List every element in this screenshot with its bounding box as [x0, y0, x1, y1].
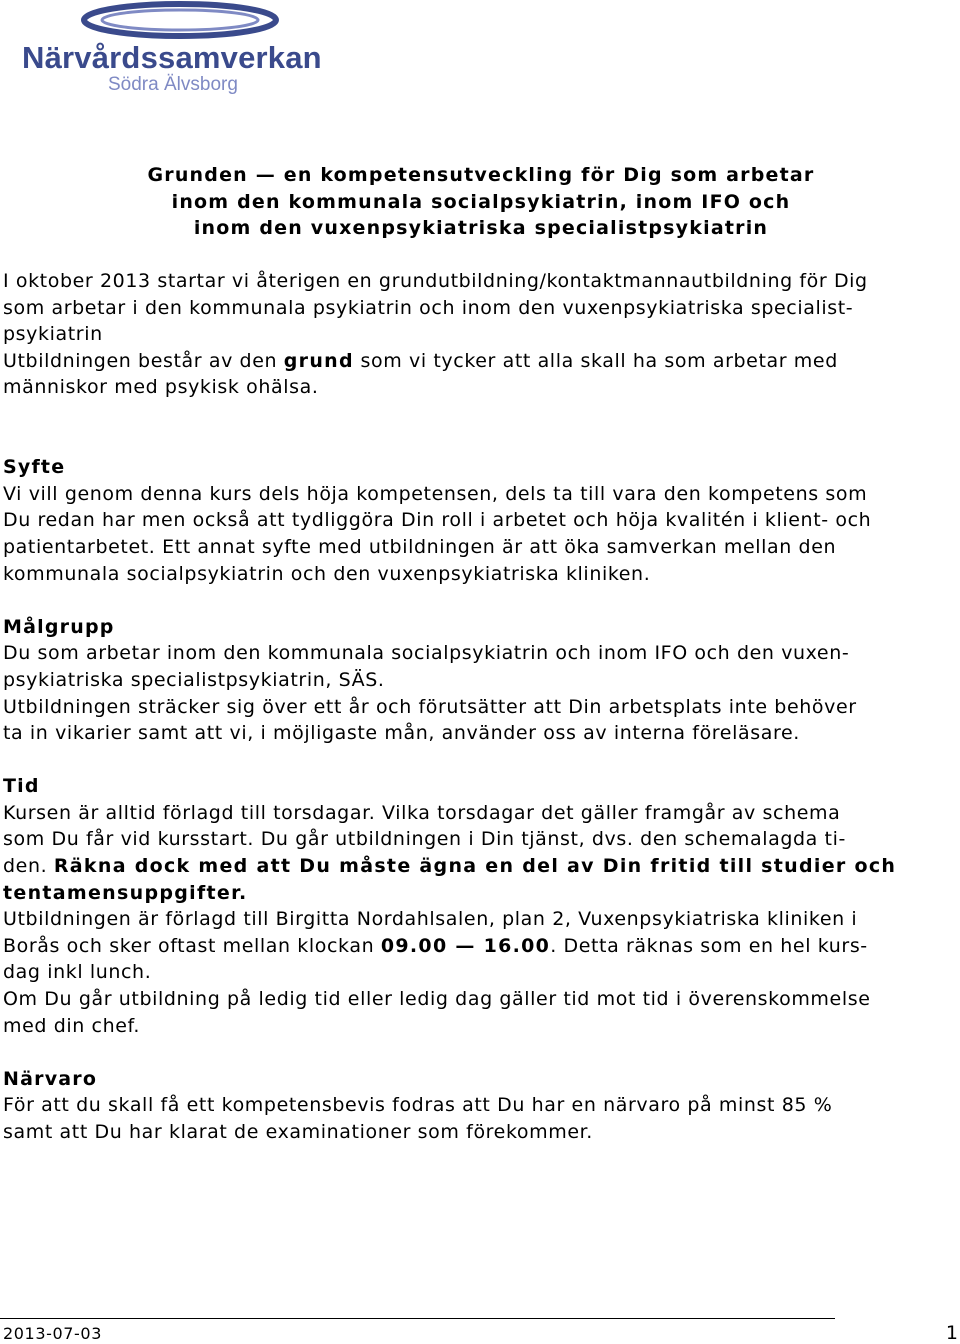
tid-line: som Du får vid kursstart. Du går utbildningen i Din tjänst, dvs. den schemalagda ti- — [3, 828, 846, 851]
section-heading-narvaro: Närvaro — [3, 1067, 98, 1090]
tid-line — [3, 853, 958, 880]
footer-date: 2013-07-03 — [3, 1324, 102, 1343]
malgrupp-line: Du som arbetar inom den kommunala socialpsykiatrin och inom IFO och den vuxen- — [3, 642, 850, 665]
tid-text: Borås och sker oftast mellan klockan — [3, 934, 381, 957]
intro-line: människor med psykisk ohälsa. — [3, 376, 319, 399]
intro-text: som vi tycker att alla skall ha som arbetar med — [353, 349, 838, 372]
section-heading-tid: Tid — [3, 775, 40, 798]
section-heading-malgrupp: Målgrupp — [3, 615, 115, 638]
document-body — [3, 268, 958, 1146]
logo-name: Närvårdssamverkan — [22, 40, 322, 75]
title-line: Grunden — en kompetensutveckling för Dig som arbetar — [147, 164, 815, 186]
tid-text: . Detta räknas som en hel kurs- — [550, 934, 868, 957]
malgrupp-line: Utbildningen sträcker sig över ett år och förutsätter att Din arbetsplats inte behöver — [3, 695, 857, 718]
tid-emphasis-line: tentamensuppgifter. — [3, 881, 248, 904]
tid-text: den. — [3, 855, 54, 878]
syfte-line: Du redan har men också att tydliggöra Din roll i arbetet och höja kvalitén i klient- och — [3, 509, 872, 532]
intro-line: I oktober 2013 startar vi återigen en grundutbildning/kontaktmannautbildning för Dig — [3, 270, 868, 292]
tid-line — [3, 933, 958, 960]
tid-line: Om Du går utbildning på ledig tid eller ledig dag gäller tid mot tid i överenskommelse — [3, 988, 871, 1011]
malgrupp-line: ta in vikarier samt att vi, i möjligaste mån, använder oss av interna föreläsare. — [3, 722, 800, 745]
title-line: inom den kommunala socialpsykiatrin, inom IFO och — [171, 190, 791, 213]
organization-logo — [22, 0, 362, 100]
intro-emphasis: grund — [283, 349, 354, 372]
intro-text: Utbildningen består av den — [3, 349, 284, 372]
section-heading-syfte: Syfte — [3, 456, 66, 479]
syfte-line: kommunala socialpsykiatrin och den vuxenpsykiatriska kliniken. — [3, 562, 651, 585]
logo-subtitle: Södra Älvsborg — [108, 74, 238, 95]
tid-emphasis: Räkna dock med att Du måste ägna en del av Din fritid till studier och — [53, 855, 897, 878]
malgrupp-line: psykiatriska specialistpsykiatrin, SÄS. — [3, 668, 385, 691]
syfte-line: patientarbetet. Ett annat syfte med utbildningen är att öka samverkan mellan den — [3, 535, 837, 558]
tid-line: dag inkl lunch. — [3, 961, 152, 984]
logo-swoosh-icon — [80, 0, 280, 44]
intro-line: psykiatrin — [3, 323, 103, 346]
page-number: 1 — [945, 1322, 958, 1344]
narvaro-line: För att du skall få ett kompetensbevis fodras att Du har en närvaro på minst 85 % — [3, 1094, 833, 1117]
tid-line: Utbildningen är förlagd till Birgitta Nordahlsalen, plan 2, Vuxenpsykiatriska kliniken i — [3, 908, 858, 931]
tid-line: Kursen är alltid förlagd till torsdagar. Vilka torsdagar det gäller framgår av schema — [3, 801, 841, 824]
tid-time-range: 09.00 — 16.00 — [380, 934, 551, 957]
syfte-line: Vi vill genom denna kurs dels höja kompetensen, dels ta till vara den kompetens som — [3, 482, 868, 505]
footer-divider — [0, 1318, 835, 1319]
intro-line: som arbetar i den kommunala psykiatrin och inom den vuxenpsykiatriska specialist- — [3, 296, 854, 319]
title-line: inom den vuxenpsykiatriska specialistpsykiatrin — [193, 217, 769, 239]
narvaro-line: samt att Du har klarat de examinationer som förekommer. — [3, 1121, 593, 1143]
document-title — [0, 162, 960, 242]
intro-line — [3, 348, 958, 375]
tid-line: med din chef. — [3, 1014, 141, 1037]
